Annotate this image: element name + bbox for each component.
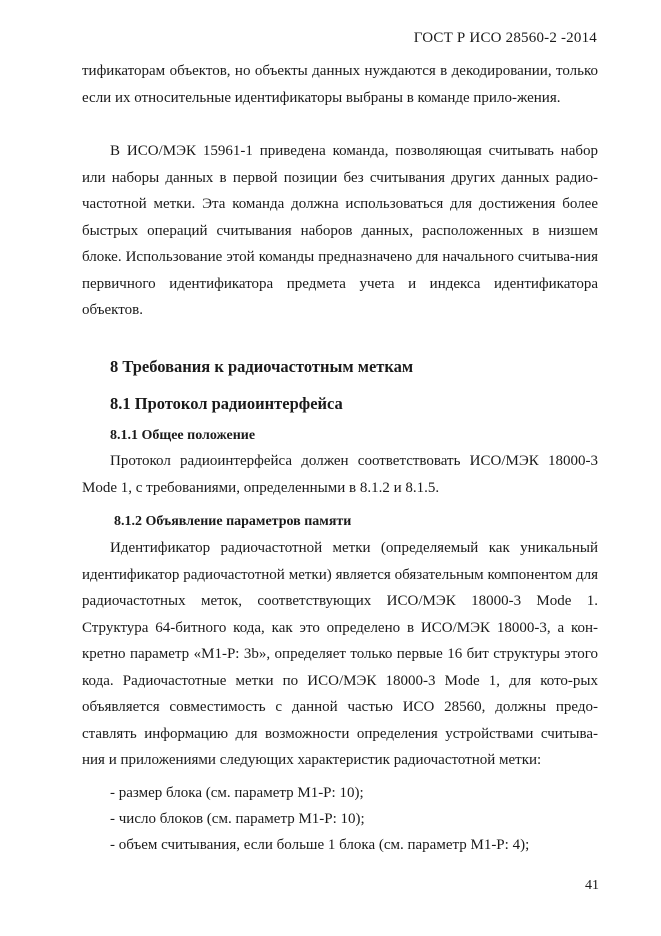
list-item-block-size: - размер блока (см. параметр M1-P: 10); [110, 785, 364, 801]
section-8-1-2-heading: 8.1.2 Объявление параметров памяти [114, 514, 352, 529]
paragraph-command [82, 138, 598, 324]
standard-header: ГОСТ Р ИСО 28560-2 -2014 [413, 30, 597, 46]
paragraph-text: Идентификатор радиочастотной метки (определяемый как уникальный идентификатор радиочастотной метки) является обязательным компонентом для радиочастотных меток, соответствующих ИСО/МЭК 18000-3 Mode 1. Структура 64-битного кода, как это определено в ИСО/МЭК 18000-3, а кон-кретно параметр «M1-P: 3b», определяет только первые 16 бит структуры этого кода. Радиочастотные метки по ИСО/МЭК 18000-3 Mode 1, для кото-рых объявляется совместимость с данной частью ИСО 28560, должны предо-ставлять информацию для возможности определения устройствами считыва-ния и приложениями следующих характеристик радиочастотной метки: [82, 540, 598, 768]
page-number: 41 [585, 878, 599, 893]
section-8-1-1-heading: 8.1.1 Общее положение [110, 428, 256, 443]
paragraph-text: Протокол радиоинтерфейса должен соответствовать ИСО/МЭК 18000-3 Mode 1, с требованиями, определенными в 8.1.2 и 8.1.5. [82, 453, 598, 496]
section-8-1-heading: 8.1 Протокол радиоинтерфейса [110, 394, 343, 413]
paragraph-text: тификаторам объектов, но объекты данных нуждаются в декодировании, только если их относительные идентификаторы выбраны в команде прило-жения. [82, 63, 598, 106]
paragraph-memory-params [82, 535, 598, 774]
list-item-read-volume: - объем считывания, если больше 1 блока (см. параметр M1-P: 4); [110, 837, 530, 853]
paragraph-protocol [82, 448, 598, 501]
paragraph-text: В ИСО/МЭК 15961-1 приведена команда, позволяющая считывать набор или наборы данных в первой позиции без считывания других данных радио-частотной метки. Эта команда должна использоваться для достижения более быстрых операций считывания наборов данных, расположенных в низшем блоке. Использование этой команды предназначено для начального считыва-ния первичного идентификатора предмета учета и индекса идентификатора объектов. [82, 143, 598, 318]
paragraph-continuation [82, 58, 598, 111]
section-8-heading: 8 Требования к радиочастотным меткам [110, 357, 414, 376]
list-item-block-count: - число блоков (см. параметр M1-P: 10); [110, 811, 365, 827]
